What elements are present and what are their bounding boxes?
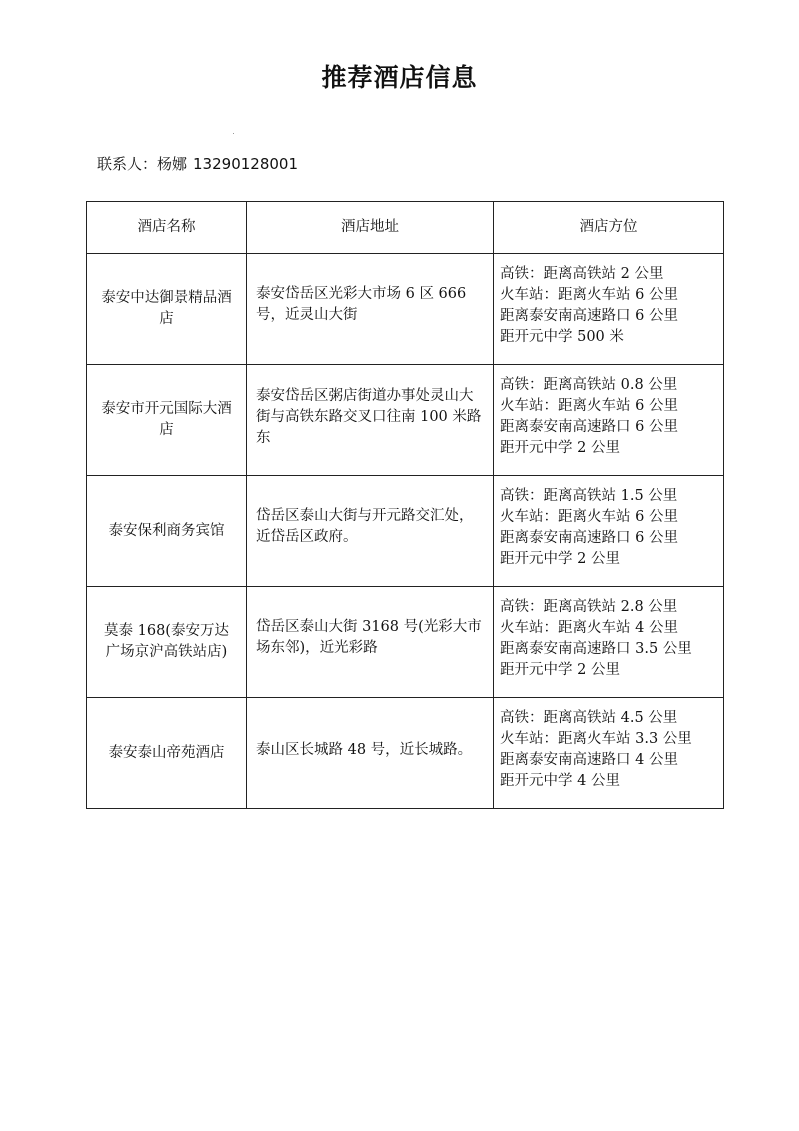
scan-speck xyxy=(233,133,234,134)
location-line: 火车站：距离火车站 4 公里 xyxy=(500,620,678,636)
hotel-location-cell xyxy=(494,365,724,476)
location-line: 距开元中学 2 公里 xyxy=(500,551,620,567)
hotel-name-cell: 泰安市开元国际大酒店 xyxy=(87,365,247,476)
contact-phone: 13290128001 xyxy=(193,155,298,173)
hotel-name-cell: 泰安保利商务宾馆 xyxy=(87,476,247,587)
hotel-location-cell xyxy=(494,476,724,587)
table-row xyxy=(87,587,724,698)
location-line: 高铁：距离高铁站 2 公里 xyxy=(500,266,664,282)
hotel-address-cell xyxy=(247,365,494,476)
hotel-location-cell xyxy=(494,698,724,809)
hotel-address-cell xyxy=(247,698,494,809)
location-line: 高铁：距离高铁站 0.8 公里 xyxy=(500,377,678,393)
hotel-table xyxy=(86,201,724,809)
hotel-location-cell xyxy=(494,587,724,698)
hotel-address: 岱岳区泰山大街 3168 号(光彩大市场东邻)，近光彩路 xyxy=(256,619,482,656)
location-line: 火车站：距离火车站 3.3 公里 xyxy=(500,731,692,747)
location-line: 距离泰安南高速路口 6 公里 xyxy=(500,419,678,435)
contact-line xyxy=(97,152,298,176)
header-hotel-location: 酒店方位 xyxy=(494,202,724,254)
hotel-address: 岱岳区泰山大街与开元路交汇处，近岱岳区政府。 xyxy=(256,508,474,545)
hotel-address-cell xyxy=(247,587,494,698)
location-line: 火车站：距离火车站 6 公里 xyxy=(500,509,678,525)
header-hotel-address: 酒店地址 xyxy=(247,202,494,254)
hotel-address-cell xyxy=(247,476,494,587)
location-line: 火车站：距离火车站 6 公里 xyxy=(500,287,678,303)
table-header-row xyxy=(87,202,724,254)
location-line: 高铁：距离高铁站 4.5 公里 xyxy=(500,710,678,726)
document-title: 推荐酒店信息 xyxy=(321,63,478,92)
location-line: 距离泰安南高速路口 4 公里 xyxy=(500,752,678,768)
header-hotel-name: 酒店名称 xyxy=(87,202,247,254)
location-line: 火车站：距离火车站 6 公里 xyxy=(500,398,678,414)
hotel-name-cell: 泰安泰山帝苑酒店 xyxy=(87,698,247,809)
table-row xyxy=(87,476,724,587)
location-line: 距开元中学 500 米 xyxy=(500,329,624,345)
contact-label: 联系人：杨娜 xyxy=(97,155,188,173)
location-line: 距离泰安南高速路口 3.5 公里 xyxy=(500,641,692,657)
hotel-name-cell: 泰安中达御景精品酒店 xyxy=(87,254,247,365)
hotel-address-cell xyxy=(247,254,494,365)
location-line: 距开元中学 4 公里 xyxy=(500,773,620,789)
location-line: 距离泰安南高速路口 6 公里 xyxy=(500,530,678,546)
hotel-name-cell: 莫泰 168(泰安万达广场京沪高铁站店) xyxy=(87,587,247,698)
location-line: 高铁：距离高铁站 2.8 公里 xyxy=(500,599,678,615)
hotel-address: 泰安岱岳区粥店街道办事处灵山大街与高铁东路交叉口往南 100 米路东 xyxy=(256,388,482,446)
table-row xyxy=(87,365,724,476)
location-line: 距开元中学 2 公里 xyxy=(500,662,620,678)
location-line: 距离泰安南高速路口 6 公里 xyxy=(500,308,678,324)
table-row xyxy=(87,698,724,809)
location-line: 距开元中学 2 公里 xyxy=(500,440,620,456)
table-row xyxy=(87,254,724,365)
hotel-address: 泰安岱岳区光彩大市场 6 区 666 号，近灵山大街 xyxy=(256,286,467,323)
location-line: 高铁：距离高铁站 1.5 公里 xyxy=(500,488,678,504)
hotel-address: 泰山区长城路 48 号，近长城路。 xyxy=(256,742,473,758)
hotel-location-cell xyxy=(494,254,724,365)
